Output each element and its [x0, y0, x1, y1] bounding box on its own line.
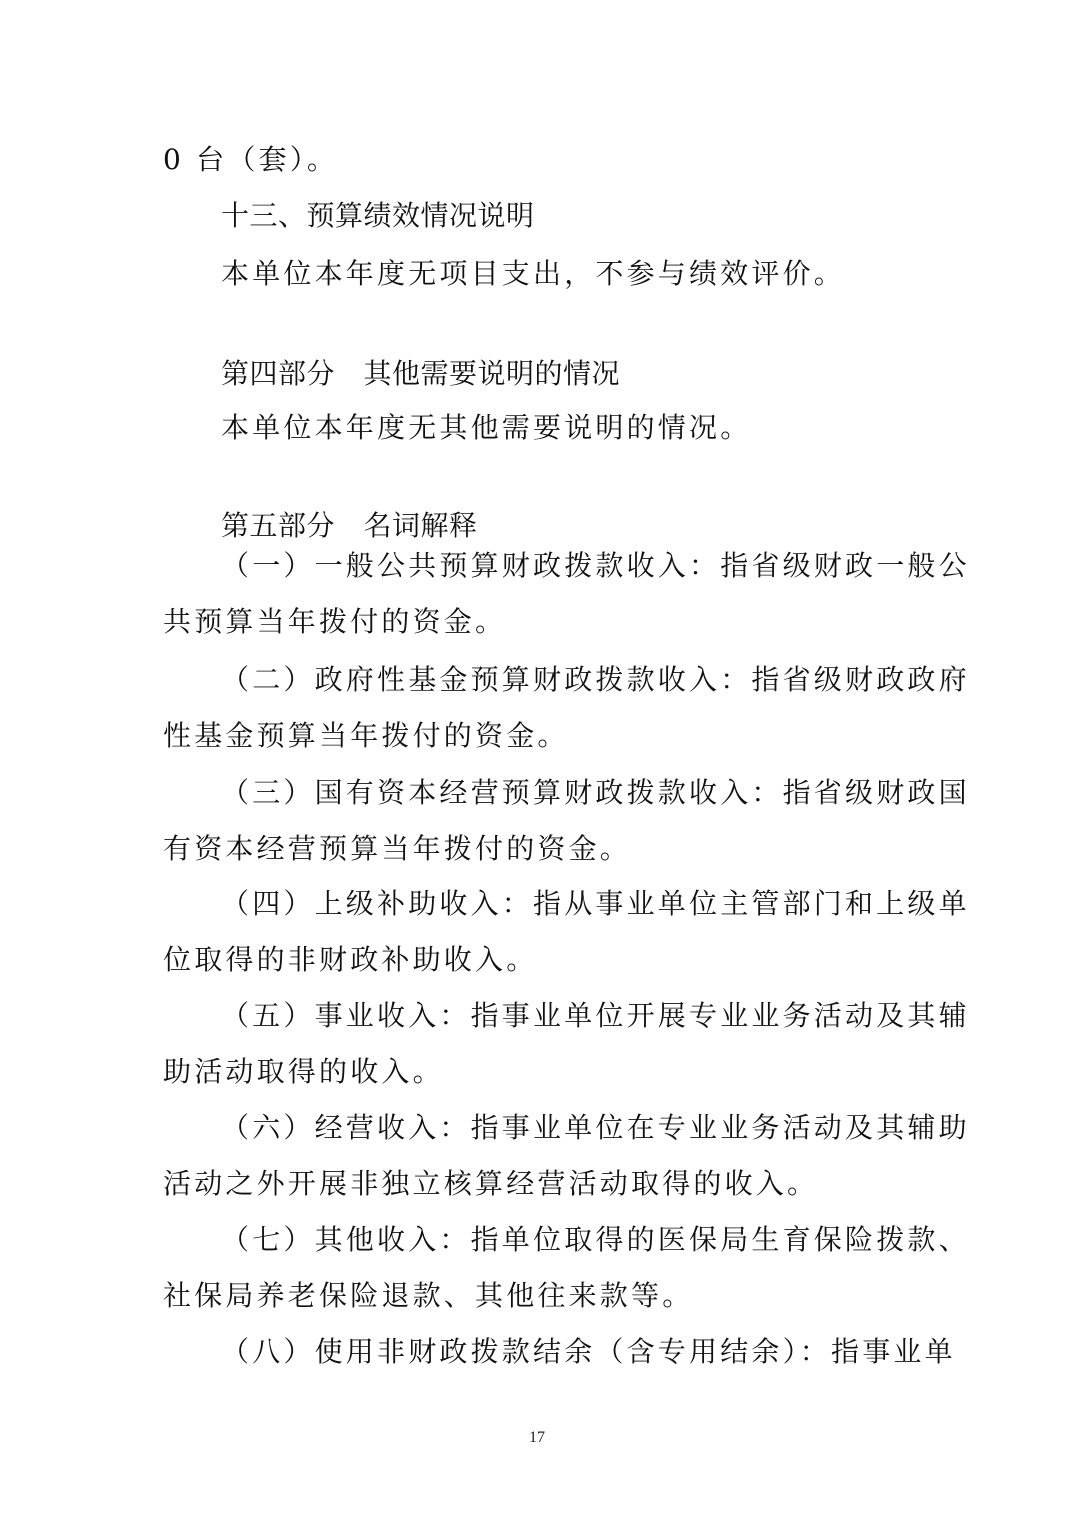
- definition-line: （六）经营收入：指事业单位在专业业务活动及其辅助: [221, 1111, 970, 1144]
- definition-line: （七）其他收入：指单位取得的医保局生育保险拨款、: [221, 1223, 970, 1256]
- definition-line-continuation: 有资本经营预算当年拨付的资金。: [163, 832, 632, 865]
- part-heading-four: 第四部分 其他需要说明的情况: [221, 357, 621, 390]
- paragraph-line: 本单位本年度无项目支出，不参与绩效评价。: [221, 257, 846, 290]
- part-heading-five: 第五部分 名词解释: [221, 509, 478, 542]
- definition-line-continuation: 位取得的非财政补助收入。: [163, 943, 538, 976]
- definition-line: （八）使用非财政拨款结余（含专用结余）：指事业单: [221, 1335, 956, 1368]
- definition-line-continuation: 共预算当年拨付的资金。: [163, 605, 507, 638]
- definition-line-continuation: 社保局养老保险退款、其他往来款等。: [163, 1279, 694, 1312]
- definition-line-continuation: 性基金预算当年拨付的资金。: [163, 719, 569, 752]
- definition-line-continuation: 助活动取得的收入。: [163, 1055, 444, 1088]
- page-number: 17: [529, 1429, 545, 1446]
- paragraph-line-continuation: 0 台（套）。: [163, 143, 339, 176]
- definition-line: （三）国有资本经营预算财政拨款收入：指省级财政国: [221, 776, 970, 809]
- definition-line: （一）一般公共预算财政拨款收入：指省级财政一般公: [221, 549, 970, 582]
- paragraph-line: 本单位本年度无其他需要说明的情况。: [221, 411, 752, 444]
- definition-line: （四）上级补助收入：指从事业单位主管部门和上级单: [221, 887, 970, 920]
- definition-line-continuation: 活动之外开展非独立核算经营活动取得的收入。: [163, 1167, 819, 1200]
- definition-line: （二）政府性基金预算财政拨款收入：指省级财政政府: [221, 663, 970, 696]
- section-heading-budget-performance: 十三、预算绩效情况说明: [221, 199, 535, 232]
- definition-line: （五）事业收入：指事业单位开展专业业务活动及其辅: [221, 999, 970, 1032]
